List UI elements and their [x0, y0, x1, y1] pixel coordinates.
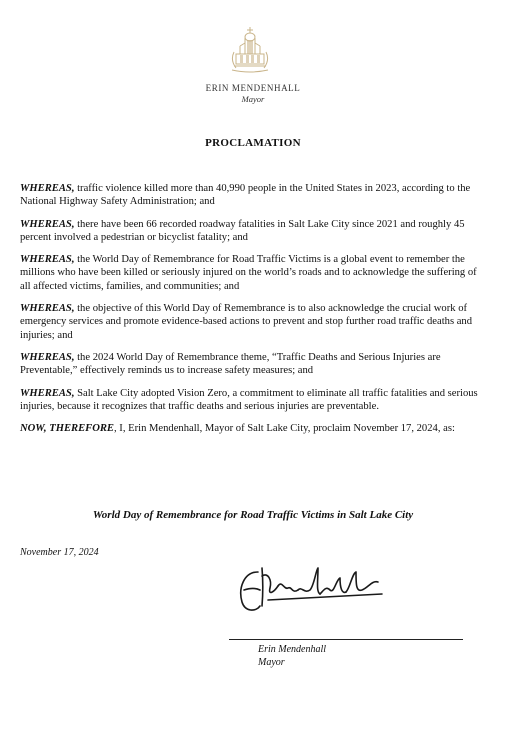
signature-image: [232, 560, 392, 622]
clause-text: , I, Erin Mendenhall, Mayor of Salt Lake City, proclaim November 17, 2024, as:: [114, 423, 455, 435]
proclamation-date: November 17, 2024: [20, 547, 99, 558]
clause-text: the objective of this World Day of Remembrance is to also acknowledge the crucial work of emergency services and promote evidence-based actions to prevent and stop further road traffic deaths and injuries; and: [20, 303, 473, 341]
letterhead-title: Mayor: [241, 94, 265, 104]
clause-lead: WHEREAS,: [20, 351, 75, 363]
proclaimed-event-title: World Day of Remembrance for Road Traffic Victims in Salt Lake City: [92, 509, 414, 521]
letterhead-name: ERIN MENDENHALL: [205, 83, 301, 93]
document-title: PROCLAMATION: [205, 137, 301, 149]
clause-lead: WHEREAS,: [20, 387, 75, 399]
clause-text: the World Day of Remembrance for Road Traffic Victims is a global event to remember the millions who have been killed or seriously injured on the world’s roads and to acknowledge the suffering of all affected victims, families, and communities; and: [20, 254, 477, 292]
signer-title: Mayor: [258, 657, 285, 668]
clause-lead: WHEREAS,: [20, 303, 75, 315]
clause-lead: WHEREAS,: [20, 254, 75, 266]
signer-name: Erin Mendenhall: [258, 644, 327, 655]
clause-text: there have been 66 recorded roadway fatalities in Salt Lake City since 2021 and roughly 45 percent involved a pedestrian or bicyclist fatality; and: [20, 218, 465, 243]
whereas-clause: [20, 387, 486, 414]
therefore-clause: [20, 422, 486, 435]
clause-lead: WHEREAS,: [20, 183, 75, 194]
city-seal-icon: [228, 24, 272, 74]
signature-line: [229, 639, 463, 640]
clause-text: traffic violence killed more than 40,990 people in the United States in 2023, according to the National Highway Safety Administration; and: [20, 183, 471, 208]
clause-lead: NOW, THEREFORE: [20, 423, 114, 435]
clause-text: the 2024 World Day of Remembrance theme, “Traffic Deaths and Serious Injuries are Preventable,” effectively reminds us to increase safety measures; and: [20, 351, 441, 377]
whereas-clause: [20, 253, 486, 293]
proclamation-clauses: [20, 182, 486, 444]
clause-lead: WHEREAS,: [20, 218, 75, 230]
clause-text: Salt Lake City adopted Vision Zero, a commitment to eliminate all traffic fatalities and serious injuries, because it recognizes that traffic deaths and serious injuries are preventable.: [20, 387, 478, 412]
whereas-clause: [20, 351, 486, 378]
whereas-clause: [20, 302, 486, 342]
whereas-clause: [20, 218, 486, 245]
whereas-clause: [20, 182, 486, 209]
